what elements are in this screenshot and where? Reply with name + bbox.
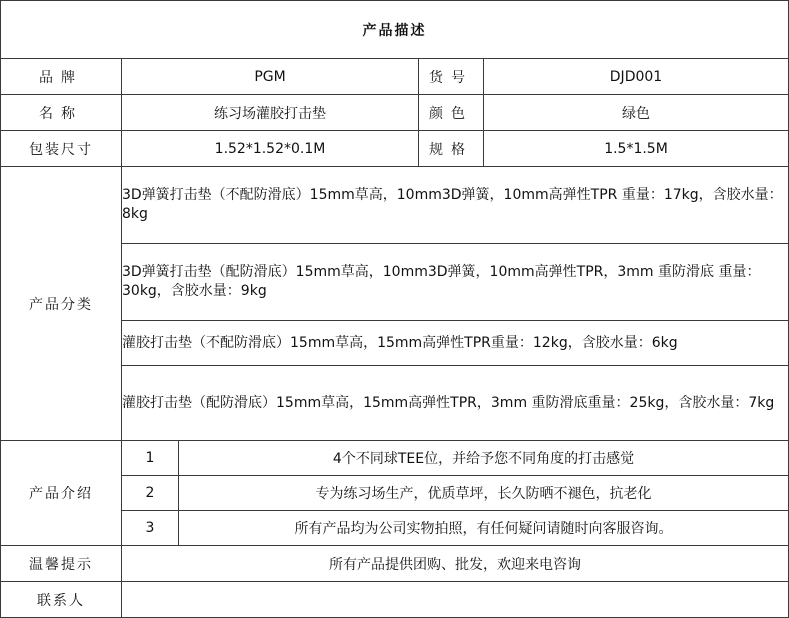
tips-label: 温馨提示	[1, 546, 122, 582]
name-label: 名称	[1, 95, 122, 131]
contact-value	[122, 582, 789, 618]
intro-text: 4个不同球TEE位，并给予您不同角度的打击感觉	[179, 441, 789, 476]
color-value: 绿色	[484, 95, 789, 131]
page-title: 产品描述	[1, 1, 789, 59]
item-number-label: 货号	[419, 59, 484, 95]
table-row	[1, 59, 789, 95]
category-item: 灌胶打击垫（配防滑底）15mm草高，15mm高弹性TPR，3mm 重防滑底重量：25kg，含胶水量：7kg	[122, 366, 789, 441]
category-row	[1, 167, 789, 244]
title-row	[1, 1, 789, 59]
intro-number: 2	[122, 476, 179, 511]
category-item: 3D弹簧打击垫（配防滑底）15mm草高，10mm3D弹簧，10mm高弹性TPR，3mm 重防滑底 重量：30kg，含胶水量：9kg	[122, 244, 789, 321]
intro-label: 产品介绍	[1, 441, 122, 546]
spec-value: 1.5*1.5M	[484, 131, 789, 167]
brand-value: PGM	[122, 59, 419, 95]
contact-label: 联系人	[1, 582, 122, 618]
table-row	[1, 95, 789, 131]
brand-label: 品牌	[1, 59, 122, 95]
intro-number: 3	[122, 511, 179, 546]
tips-row	[1, 546, 789, 582]
package-size-label: 包装尺寸	[1, 131, 122, 167]
intro-text: 专为练习场生产，优质草坪，长久防晒不褪色，抗老化	[179, 476, 789, 511]
spec-label: 规格	[419, 131, 484, 167]
intro-row	[1, 441, 789, 476]
package-size-value: 1.52*1.52*0.1M	[122, 131, 419, 167]
category-label: 产品分类	[1, 167, 122, 441]
contact-row	[1, 582, 789, 618]
intro-number: 1	[122, 441, 179, 476]
category-item: 3D弹簧打击垫（不配防滑底）15mm草高，10mm3D弹簧，10mm高弹性TPR 重量：17kg，含胶水量：8kg	[122, 167, 789, 244]
name-value: 练习场灌胶打击垫	[122, 95, 419, 131]
table-row	[1, 131, 789, 167]
item-number-value: DJD001	[484, 59, 789, 95]
tips-text: 所有产品提供团购、批发，欢迎来电咨询	[122, 546, 789, 582]
color-label: 颜色	[419, 95, 484, 131]
intro-text: 所有产品均为公司实物拍照，有任何疑问请随时向客服咨询。	[179, 511, 789, 546]
category-item: 灌胶打击垫（不配防滑底）15mm草高，15mm高弹性TPR重量：12kg，含胶水量：6kg	[122, 321, 789, 366]
